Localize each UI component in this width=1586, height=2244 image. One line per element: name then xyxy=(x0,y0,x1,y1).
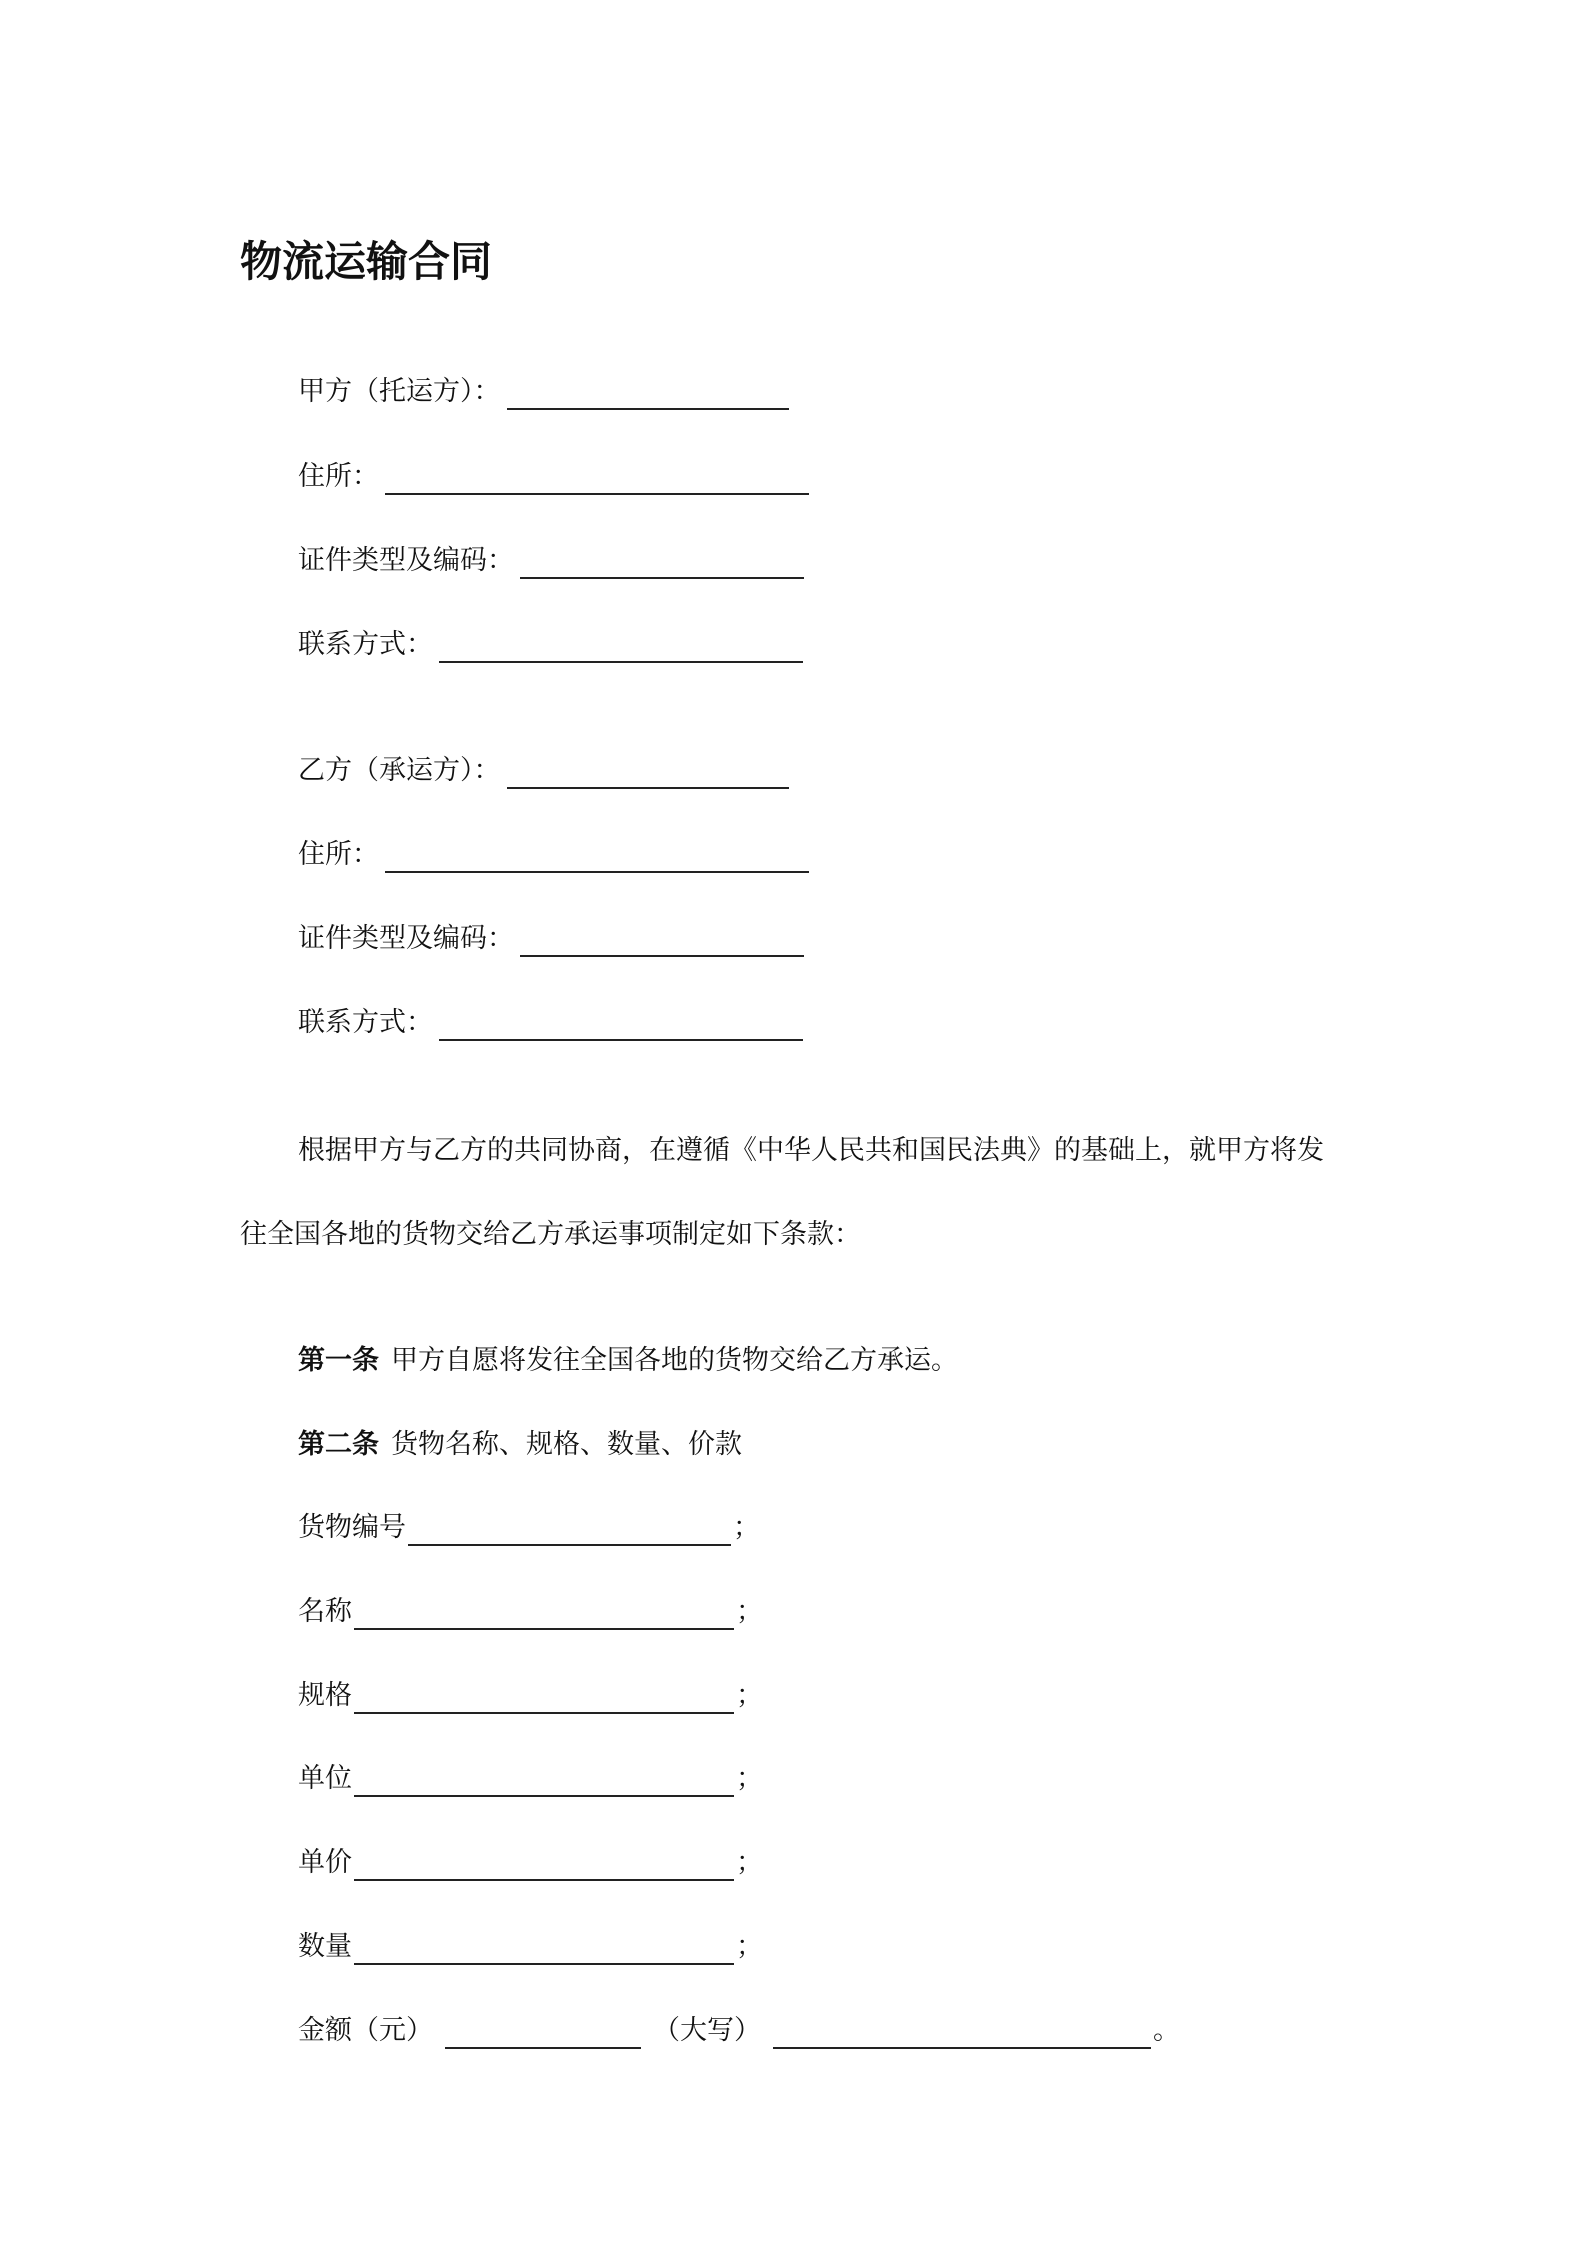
goods-price-row xyxy=(298,1841,763,1881)
amount-figure-blank[interactable] xyxy=(445,2013,641,2049)
party-b-id-label: 证件类型及编码： xyxy=(298,923,514,954)
party-a-name-blank[interactable] xyxy=(507,374,789,410)
amount-label: 金额（元） xyxy=(298,2015,433,2046)
party-b-address-label: 住所： xyxy=(298,839,379,870)
goods-price-blank[interactable] xyxy=(354,1845,734,1881)
article-2 xyxy=(298,1427,742,1463)
intro-line-1: 根据甲方与乙方的共同协商，在遵循《中华人民共和国民法典》的基础上，就甲方将发 xyxy=(298,1135,1324,1166)
party-a-id-label: 证件类型及编码： xyxy=(298,545,514,576)
article-1-text: 甲方自愿将发往全国各地的货物交给乙方承运。 xyxy=(391,1345,958,1376)
article-1-number: 第一条 xyxy=(298,1345,379,1376)
goods-qty-row xyxy=(298,1925,763,1965)
intro-line-2: 往全国各地的货物交给乙方承运事项制定如下条款： xyxy=(240,1219,861,1250)
goods-spec-label: 规格 xyxy=(298,1680,352,1711)
party-a-address-blank[interactable] xyxy=(385,459,809,495)
party-a-contact-row xyxy=(298,623,803,663)
party-b-address-blank[interactable] xyxy=(385,837,809,873)
goods-name-blank[interactable] xyxy=(354,1594,734,1630)
goods-code-blank[interactable] xyxy=(408,1510,731,1546)
party-a-name-row xyxy=(298,370,789,410)
party-b-name-label: 乙方（承运方）： xyxy=(298,755,501,786)
goods-code-semicolon: ； xyxy=(733,1512,760,1543)
amount-row xyxy=(298,2009,1180,2049)
goods-code-label: 货物编号 xyxy=(298,1512,406,1543)
amount-upper-label: （大写） xyxy=(653,2015,761,2046)
goods-name-row xyxy=(298,1590,763,1630)
party-a-address-row xyxy=(298,455,809,495)
goods-spec-semicolon: ； xyxy=(736,1680,763,1711)
goods-qty-label: 数量 xyxy=(298,1931,352,1962)
goods-unit-row xyxy=(298,1757,763,1797)
goods-unit-blank[interactable] xyxy=(354,1761,734,1797)
party-a-name-label: 甲方（托运方）： xyxy=(298,376,501,407)
party-a-id-row xyxy=(298,539,804,579)
article-1 xyxy=(298,1343,958,1379)
party-b-contact-row xyxy=(298,1001,803,1041)
article-2-number: 第二条 xyxy=(298,1429,379,1460)
goods-unit-label: 单位 xyxy=(298,1763,352,1794)
goods-name-label: 名称 xyxy=(298,1596,352,1627)
amount-end-mark: 。 xyxy=(1153,2015,1180,2046)
goods-code-row xyxy=(298,1506,760,1546)
party-a-id-blank[interactable] xyxy=(520,543,804,579)
party-b-name-blank[interactable] xyxy=(507,753,789,789)
party-a-address-label: 住所： xyxy=(298,461,379,492)
page-title: 物流运输合同 xyxy=(240,237,493,286)
party-a-contact-label: 联系方式： xyxy=(298,629,433,660)
goods-price-label: 单价 xyxy=(298,1847,352,1878)
party-b-id-row xyxy=(298,917,804,957)
goods-spec-blank[interactable] xyxy=(354,1678,734,1714)
party-b-name-row xyxy=(298,749,789,789)
amount-words-blank[interactable] xyxy=(773,2013,1151,2049)
goods-spec-row xyxy=(298,1674,763,1714)
goods-qty-semicolon: ； xyxy=(736,1931,763,1962)
party-a-contact-blank[interactable] xyxy=(439,627,803,663)
goods-price-semicolon: ； xyxy=(736,1847,763,1878)
party-b-address-row xyxy=(298,833,809,873)
party-b-contact-blank[interactable] xyxy=(439,1005,803,1041)
party-b-id-blank[interactable] xyxy=(520,921,804,957)
goods-qty-blank[interactable] xyxy=(354,1929,734,1965)
party-b-contact-label: 联系方式： xyxy=(298,1007,433,1038)
article-2-text: 货物名称、规格、数量、价款 xyxy=(391,1429,742,1460)
goods-name-semicolon: ； xyxy=(736,1596,763,1627)
goods-unit-semicolon: ； xyxy=(736,1763,763,1794)
